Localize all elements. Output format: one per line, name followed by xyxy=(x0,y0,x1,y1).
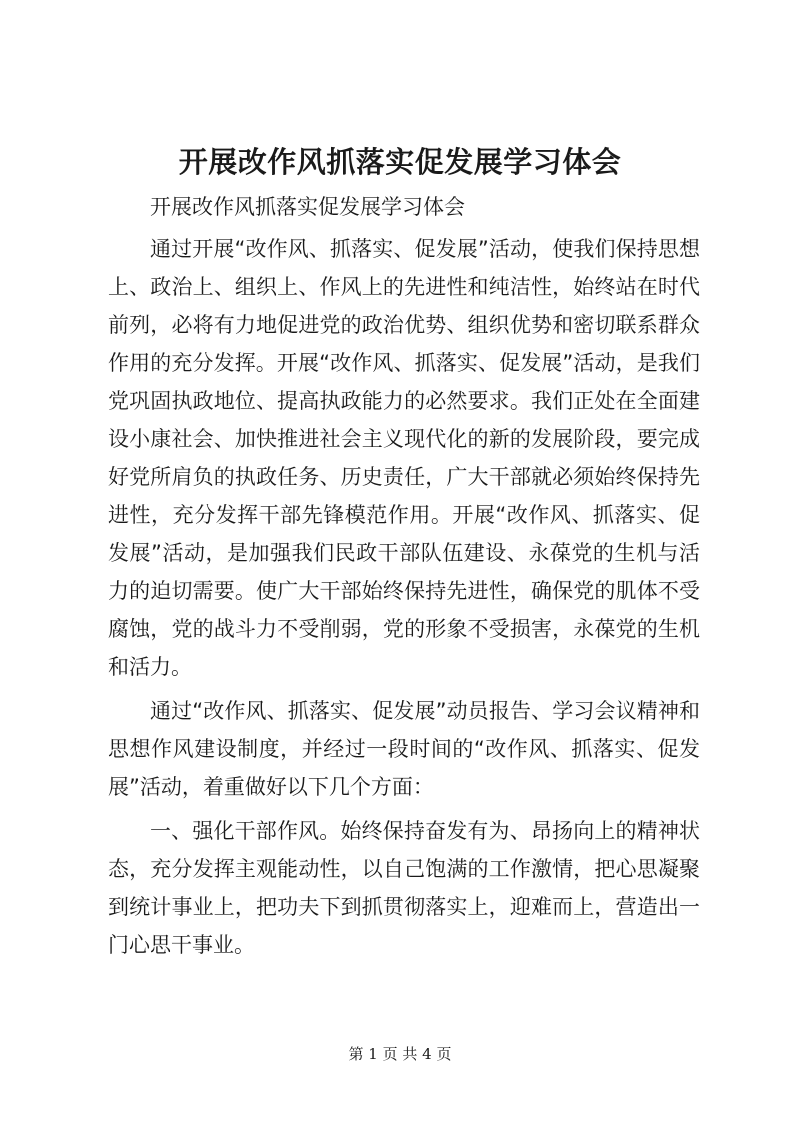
body-paragraph: 通过“改作风、抓落实、促发展”动员报告、学习会议精神和思想作风建设制度，并经过一段时间的“改作风、抓落实、促发展”活动，着重做好以下几个方面： xyxy=(108,699,700,799)
body-paragraph: 一、强化干部作风。始终保持奋发有为、昂扬向上的精神状态，充分发挥主观能动性，以自己饱满的工作激情，把心思凝聚到统计事业上，把功夫下到抓贯彻落实上，迎难而上，营造出一门心思干事业。 xyxy=(108,819,700,957)
document-subtitle: 开展改作风抓落实促发展学习体会 xyxy=(150,195,465,219)
document-body xyxy=(108,188,700,970)
page-footer: 第 1 页 共 4 页 xyxy=(348,1045,452,1063)
body-paragraph: 通过开展“改作风、抓落实、促发展”活动，使我们保持思想上、政治上、组织上、作风上的先进性和纯洁性，始终站在时代前列，必将有力地促进党的政治优势、组织优势和密切联系群众作用的充分发挥。开展“改作风、抓落实、促发展”活动，是我们党巩固执政地位、提高执政能力的必然要求。我们正处在全面建设小康社会、加快推进社会主义现代化的新的发展阶段，要完成好党所肩负的执政任务、历史责任，广大干部就必须始终保持先进性，充分发挥干部先锋模范作用。开展“改作风、抓落实、促发展”活动，是加强我们民政干部队伍建设、永葆党的生机与活力的迫切需要。使广大干部始终保持先进性，确保党的肌体不受腐蚀，党的战斗力不受削弱，党的形象不受损害，永葆党的生机和活力。 xyxy=(108,237,700,679)
document-title: 开展改作风抓落实促发展学习体会 xyxy=(178,145,622,179)
